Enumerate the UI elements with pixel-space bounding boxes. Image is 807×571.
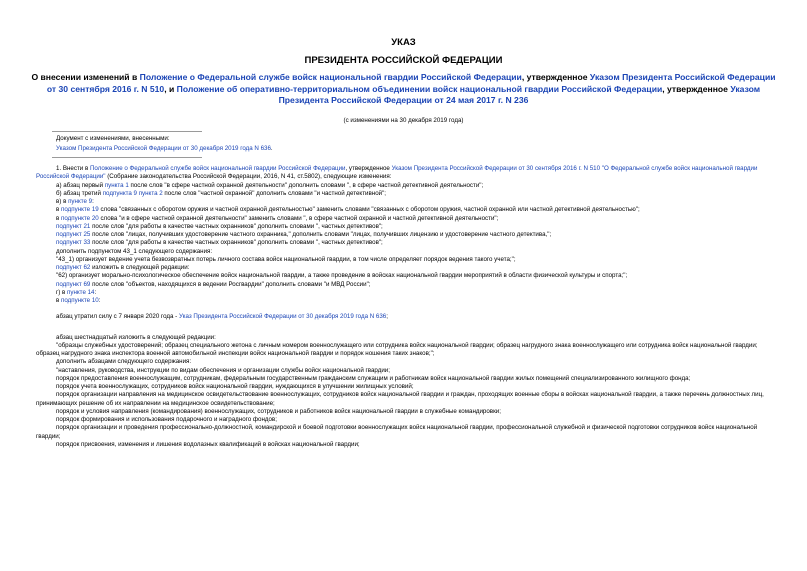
document-heading: [30, 72, 777, 107]
text: в) в: [56, 198, 69, 205]
link[interactable]: "О Федеральной службе войск национальной гвардии Российской Федерации": [36, 165, 758, 181]
text: :: [98, 297, 101, 304]
text: после слов "частной охранной" дополнить словами "и частной детективной";: [162, 189, 387, 197]
punctuation: .: [270, 145, 273, 152]
text: после слов "лицах, получивших удостоверение частного охранника," дополнить словами "лицах, получивших лицензию и удостоверение частного детектива,";: [90, 231, 552, 238]
divider: [52, 131, 202, 132]
paragraph: [36, 198, 772, 206]
divider: [52, 157, 202, 158]
heading-text: , утвержденное: [521, 72, 590, 82]
link[interactable]: подпункт 33: [56, 239, 91, 247]
paragraph: "62) организует морально-психологическое обеспечение войск национальной гвардии, а также проведение в войсках национальной гвардии мероприятий в области физической культуры и спорта;";: [56, 272, 628, 280]
paragraph: порядок учета военнослужащих, сотрудников войск национальной гвардии, нуждающихся в улучшении жилищных условий;: [56, 383, 414, 390]
paragraph: [36, 281, 772, 289]
text: в: [56, 214, 62, 222]
text: (Собрание законодательства Российской Федерации, 2016, N 41, ст.5802), следующие изменения:: [105, 173, 392, 181]
link[interactable]: подпункте 20: [61, 214, 99, 222]
paragraph: дополнить абзацами следующего содержания:: [56, 358, 192, 366]
text: абзац утратил силу с 7 января 2020 года -: [56, 313, 179, 321]
decree-issuer: ПРЕЗИДЕНТА РОССИЙСКОЙ ФЕДЕРАЦИИ: [304, 55, 503, 66]
text: 1. Внести в: [56, 165, 90, 172]
link[interactable]: подпункта 9 пункта 2: [102, 189, 163, 197]
paragraph: [36, 264, 772, 272]
text: :: [94, 288, 97, 296]
paragraph: "наставления, руководства, инструкции по видам обеспечения и организации службы войск национальной гвардии;: [56, 366, 390, 374]
heading-text: О внесении изменений в: [31, 72, 140, 82]
text: , утвержденное: [345, 165, 392, 172]
paragraph: [36, 190, 772, 198]
link[interactable]: подпункт 62: [56, 264, 91, 271]
paragraph: порядок организации и проведения профессионально-должностной, командирской и боевой подготовки военнослужащих войск национальной гвардии, профессиональной служебной и физической подготовки сотрудников войск национальной гвардии;: [36, 424, 758, 440]
text: после слов "объектов, находящихся в ведении Росгвардии" дополнить словами "и МВД России";: [90, 280, 371, 288]
link[interactable]: подпункте 19: [61, 206, 99, 214]
link[interactable]: Положение о Федеральной службе войск национальной гвардии Российской Федерации: [89, 165, 346, 172]
paragraph: порядок присвоения, изменения и лишения водолазных квалификаций в войсках национальной гвардии;: [56, 440, 360, 448]
text: в: [56, 206, 62, 214]
text: после слов "для работы в качестве частных охранников" дополнить словами ", частных детективов";: [90, 222, 383, 230]
spacer: [36, 322, 772, 334]
paragraph: абзац шестнадцатый изложить в следующей редакции:: [56, 333, 216, 341]
changes-label: Документ с изменениями, внесенными:: [56, 135, 170, 142]
paragraph: [36, 165, 772, 182]
text: слова "связанных с оборотом оружия и частной охранной деятельностью" заменить словами "связанных с оборотом оружия, частной охранной или частной детективной деятельностью";: [98, 206, 640, 214]
link[interactable]: подпункт 69: [56, 280, 91, 288]
link[interactable]: пункта 1: [104, 181, 129, 189]
heading-link[interactable]: Указом Президента Российской Федерации от 24 мая 2017 г. N 236: [278, 83, 761, 105]
text: после слов "в сфере частной охранной деятельности" дополнить словами ", в сфере частной детективной деятельности";: [128, 181, 484, 189]
text: в: [56, 297, 62, 304]
link[interactable]: подпункт 21: [56, 222, 91, 230]
paragraph: порядок и условия направления (командирования) военнослужащих, сотрудников и работников войск национальной гвардии в служебные командировки;: [56, 407, 501, 415]
heading-link[interactable]: Указом Президента Российской Федерации от 30 сентября 2016 г. N 510: [46, 72, 776, 94]
text: ;: [386, 313, 388, 321]
heading-text: , и: [164, 83, 177, 94]
document-body: [36, 165, 772, 449]
paragraph: [36, 215, 772, 223]
paragraph: "образцы служебных удостоверений; образец специального жетона с личным номером военнослужащего или сотрудника войск национальной гвардии; образец нагрудного знака военнослужащего или сотрудника войск национальной гвардии; образец нагрудного знака инспектора военной автомобильной инспекции войск национальной гвардии и порядок ношения таких знаков;";: [36, 341, 758, 357]
paragraph: [36, 206, 772, 214]
heading-text: , утвержденное: [662, 83, 731, 94]
text: а) абзац первый: [56, 181, 105, 189]
text: б) абзац третий: [56, 189, 103, 197]
paragraph: порядок предоставления военнослужащим, сотрудникам, федеральным государственным гражданским служащим и работникам войск национальной гвардии жилых помещений специализированного жилищного фонда;: [56, 374, 691, 382]
changes-source: [56, 145, 273, 152]
decree-title: УКАЗ: [391, 37, 416, 48]
paragraph: [36, 313, 772, 321]
link[interactable]: пункте 14: [67, 288, 95, 296]
paragraph: [36, 231, 772, 239]
paragraph: [36, 182, 772, 190]
text: слова "и в сфере частной охранной деятельности" заменить словами ", в сфере частной охранной и частной детективной деятельности";: [98, 214, 499, 222]
link[interactable]: Указ Президента Российской Федерации от 30 декабря 2019 года N 636: [178, 313, 387, 321]
paragraph: [36, 297, 772, 305]
text: изложить в следующей редакции:: [90, 264, 190, 271]
link[interactable]: подпункт 25: [56, 231, 91, 238]
heading-link[interactable]: Положение об оперативно-территориальном объединении войск национальной гвардии Российской Федерации: [176, 83, 663, 94]
paragraph: дополнить подпунктом 43_1 следующего содержания:: [56, 247, 213, 255]
changes-link[interactable]: Указом Президента Российской Федерации от 30 декабря 2019 года N 636: [56, 145, 271, 152]
edition-note: (с изменениями на 30 декабря 2019 года): [343, 117, 464, 124]
paragraph: [36, 239, 772, 247]
paragraph: [36, 289, 772, 297]
paragraph: "43_1) организует ведение учета безвозвратных потерь личного состава войск национальной гвардии, в том числе определяет порядок ведения такого учета;";: [56, 255, 516, 263]
link[interactable]: пункте 9: [68, 198, 93, 205]
heading-link[interactable]: Положение о Федеральной службе войск национальной гвардии Российской Федерации: [139, 72, 522, 82]
link[interactable]: подпункте 10: [61, 297, 99, 304]
text: :: [92, 198, 94, 205]
paragraph: [36, 223, 772, 231]
link[interactable]: Указом Президента Российской Федерации от 30 сентября 2016 г. N 510: [391, 165, 601, 172]
spacer: [36, 305, 772, 313]
text: г) в: [56, 288, 68, 296]
paragraph: порядок организации направления на медицинское освидетельствование военнослужащих, сотрудников войск национальной гвардии и граждан, проходящих военные сборы в войсках национальной гвардии, а также перечень должностных лиц, принимающих решение об их направлении на медицинское освидетельствование;: [36, 391, 764, 407]
paragraph: порядок формирования и использования подарочного и наградного фондов;: [56, 416, 277, 423]
text: после слов "для работы в качестве частных охранников" дополнить словами ", частных детективов";: [90, 239, 383, 247]
